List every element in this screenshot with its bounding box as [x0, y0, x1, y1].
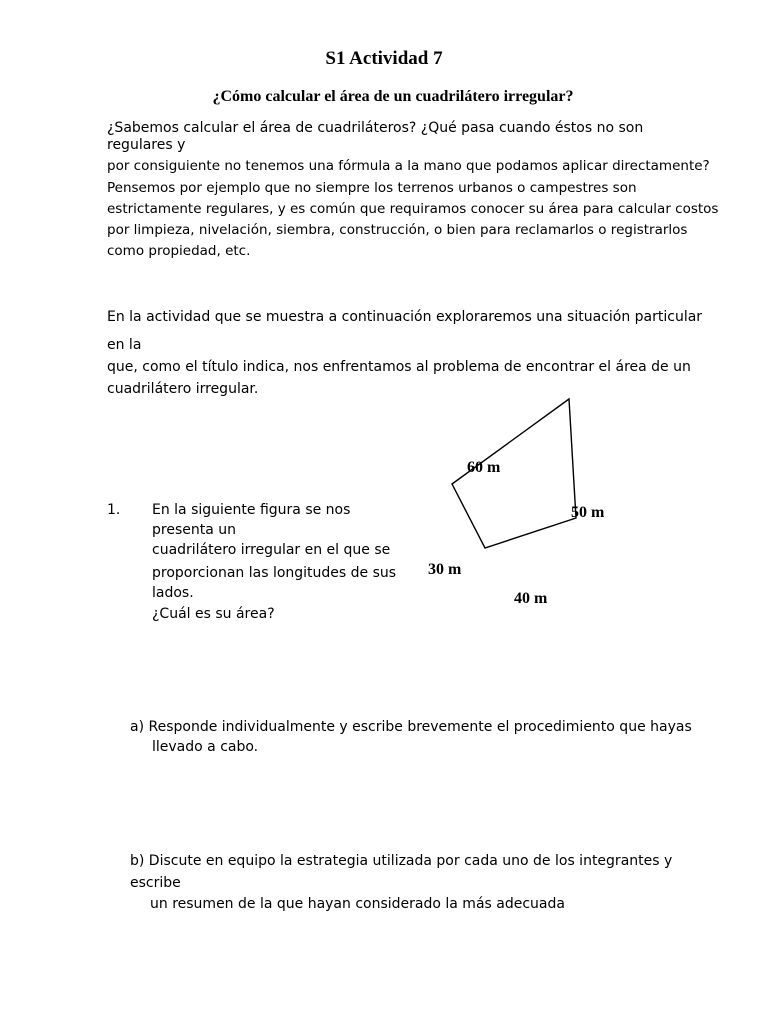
question-1-line-2: presenta un [152, 522, 236, 538]
intro-line-4: Pensemos por ejemplo que no siempre los terrenos urbanos o campestres son [107, 180, 637, 196]
question-1-number: 1. [107, 502, 121, 518]
side-label-left: 30 m [428, 561, 462, 578]
part-b-line-3: un resumen de la que hayan considerado la más adecuada [150, 896, 565, 912]
question-1-line-5: lados. [152, 585, 194, 601]
activity-line-2: en la [107, 337, 142, 353]
question-1-line-4: proporcionan las longitudes de sus [152, 565, 397, 581]
page-title: S1 Actividad 7 [325, 48, 443, 69]
question-1-line-6: ¿Cuál es su área? [152, 606, 275, 622]
activity-line-1: En la actividad que se muestra a continuación exploraremos una situación particular [107, 309, 703, 325]
intro-line-1: ¿Sabemos calcular el área de cuadriláteros? ¿Qué pasa cuando éstos no son [107, 120, 644, 136]
intro-line-2: regulares y [107, 137, 186, 153]
intro-line-5: estrictamente regulares, y es común que requiramos conocer su área para calcular costos [107, 201, 719, 217]
intro-line-3: por consiguiente no tenemos una fórmula a la mano que podamos aplicar directamente? [107, 158, 710, 174]
part-a-line-2: llevado a cabo. [152, 739, 259, 755]
intro-line-7: como propiedad, etc. [107, 243, 251, 259]
part-b-line-2: escribe [130, 875, 181, 891]
page-subtitle: ¿Cómo calcular el área de un cuadrilátero irregular? [212, 88, 574, 105]
part-b-line-1: b) Discute en equipo la estrategia utilizada por cada uno de los integrantes y [130, 853, 673, 869]
question-1-line-3: cuadrilátero irregular en el que se [152, 542, 391, 558]
activity-line-3: que, como el título indica, nos enfrentamos al problema de encontrar el área de un [107, 359, 691, 375]
side-label-top: 60 m [467, 459, 501, 476]
question-1-line-1: En la siguiente figura se nos [152, 502, 351, 518]
side-label-right: 50 m [571, 504, 605, 521]
part-a-line-1: a) Responde individualmente y escribe brevemente el procedimiento que hayas [130, 719, 692, 735]
intro-line-6: por limpieza, nivelación, siembra, construcción, o bien para reclamarlos o registrarlos [107, 222, 688, 238]
side-label-bottom: 40 m [514, 590, 548, 607]
activity-line-4: cuadrilátero irregular. [107, 381, 259, 397]
